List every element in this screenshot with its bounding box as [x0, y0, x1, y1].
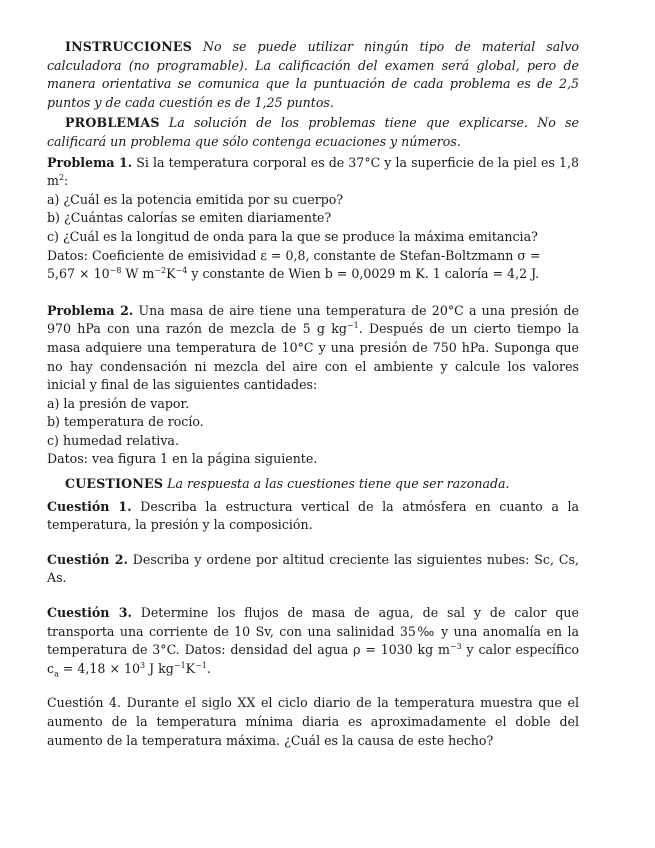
instructions-heading: INSTRUCCIONES [65, 39, 193, 54]
problem-1-data-line-2 [47, 265, 579, 284]
problem-1 [47, 154, 579, 284]
problem-2-data: Datos: vea figura 1 en la página siguiente. [47, 451, 318, 467]
problem-2-item-a: a) la presión de vapor. [47, 395, 190, 411]
question-1 [47, 498, 579, 535]
problem-1-data-2d: y constante de Wien b = 0,0029 m K. 1 caloría = 4,2 J. [187, 266, 540, 282]
question-3-text-f: . [206, 660, 211, 676]
instructions-text: No se puede utilizar ningún tipo de material salvo calculadora (no programable). La calificación del examen será global, pero de manera orientativa se comunica que la puntuación de cada problema es de 2,5 puntos y de cada cuestión es de 1,25 puntos. [47, 39, 579, 110]
question-4-title: Cuestión 4. [47, 695, 122, 711]
instructions-paragraph [47, 38, 579, 112]
problems-intro-paragraph [47, 114, 579, 151]
problem-1-statement [47, 154, 579, 191]
problem-1-data-exp1: −8 [109, 265, 122, 275]
problem-1-data-exp2: −2 [154, 265, 167, 275]
question-1-title: Cuestión 1. [47, 498, 132, 514]
problem-1-data-exp3: −4 [175, 265, 188, 275]
questions-intro-text: La respuesta a las cuestiones tiene que ser razonada. [167, 476, 510, 492]
problems-heading: PROBLEMAS [65, 115, 160, 131]
problem-2-text-sup: −1 [346, 321, 359, 331]
problems-intro-text: La solución de los problemas tiene que explicarse. No se calificará un problema que sólo contenga ecuaciones y números. [47, 115, 579, 149]
questions-heading: CUESTIONES [65, 476, 164, 492]
problem-2 [47, 302, 579, 469]
question-3-exp4: −1 [195, 660, 207, 670]
question-3-text-c: = 4,18 × 10 [58, 660, 141, 676]
problem-1-title: Problema 1. [47, 154, 133, 170]
exam-page [47, 38, 579, 750]
question-3-text-e: K [185, 660, 196, 676]
question-2-text: Describa y ordene por altitud creciente las siguientes nubes: Sc, Cs, As. [47, 551, 579, 586]
question-3-sub1: a [54, 669, 59, 679]
problem-2-item-b: b) temperatura de rocío. [47, 414, 204, 430]
problem-1-item-a: a) ¿Cuál es la potencia emitida por su cuerpo? [47, 191, 344, 207]
question-1-text: Describa la estructura vertical de la atmósfera en cuanto a la temperatura, la presión y la composición. [47, 498, 579, 533]
problem-1-data-2b: W m [121, 266, 155, 282]
problem-1-data-line-1: Datos: Coeficiente de emisividad ε = 0,8, constante de Stefan-Boltzmann σ = [47, 247, 541, 263]
problem-2-statement [47, 302, 579, 395]
problem-2-text: Una masa de aire tiene una temperatura de 20°C a una presión de 970 hPa con una razón de mezcla de 5 g kg [47, 302, 580, 337]
problem-1-data-2a: 5,67 × 10 [47, 266, 110, 282]
question-2-title: Cuestión 2. [47, 551, 128, 567]
question-3-text-a: Determine los flujos de masa de agua, de sal y de calor que transporta una corriente de 10 Sv, con una salinidad 35‰ y una anomalía en la temperatura de 3°C. Datos: densidad del agua ρ = 1030 kg m [47, 605, 579, 658]
question-3-title: Cuestión 3. [47, 605, 132, 621]
problem-1-text-sup: 2 [58, 172, 65, 182]
question-4-text: Durante el siglo XX el ciclo diario de la temperatura muestra que el aumento de la temperatura mínima diaria es aproximadamente el doble del aumento de la temperatura máxima. ¿Cuál es la causa de este hecho? [47, 695, 580, 748]
question-3-exp2: 3 [140, 660, 146, 670]
question-3-text-b: y calor específico c [47, 642, 579, 676]
question-3-exp1: −3 [449, 642, 462, 652]
question-3 [47, 604, 579, 678]
problem-1-item-b: b) ¿Cuántas calorías se emiten diariamente? [47, 210, 332, 226]
questions-intro-paragraph [47, 475, 579, 494]
problem-2-item-c: c) humedad relativa. [47, 432, 179, 448]
problem-1-data-2c: K [166, 266, 176, 282]
question-2 [47, 551, 579, 588]
question-3-text-d: J kg [145, 660, 174, 676]
problem-1-text: Si la temperatura corporal es de 37°C y la superficie de la piel es 1,8 m [47, 154, 579, 189]
problem-1-item-c: c) ¿Cuál es la longitud de onda para la que se produce la máxima emitancia? [47, 228, 538, 244]
question-4 [47, 694, 579, 750]
problem-2-title: Problema 2. [47, 302, 134, 318]
problem-2-text-end: . Después de un cierto tiempo la masa adquiere una temperatura de 10°C y una presión de 750 hPa. Suponga que no hay condensación ni mezcla del aire con el ambiente y calcule los valores inicial y final de las siguientes cantidades: [47, 321, 579, 393]
problem-1-text-end: : [64, 173, 69, 189]
question-3-exp3: −1 [173, 660, 186, 670]
